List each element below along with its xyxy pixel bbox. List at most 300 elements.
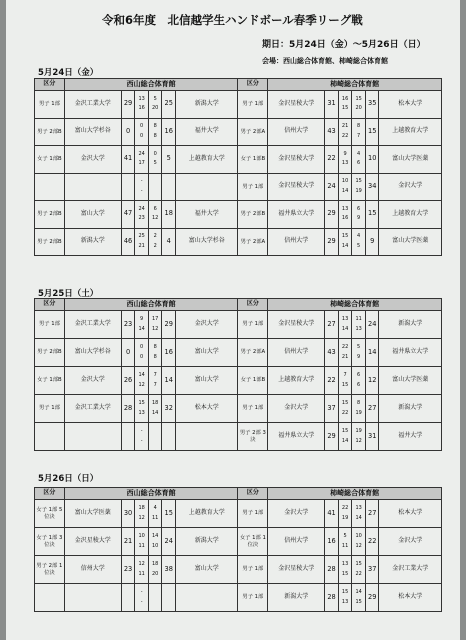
division-cell: 男子 2部B: [35, 228, 65, 256]
half-score: 12: [152, 215, 159, 222]
half-score: 19: [341, 514, 349, 521]
half-score: 17: [152, 316, 159, 322]
half-score: 22: [355, 570, 362, 577]
team-a: 富山大学杉谷: [64, 118, 121, 146]
total-score-a: 29: [325, 201, 339, 229]
half-score: 5: [153, 160, 157, 167]
half-score-cell: [352, 528, 366, 556]
half-score: 14: [138, 325, 145, 332]
division-cell: 男子 2部B: [35, 201, 65, 229]
division-cell: 女子 1部B: [35, 146, 65, 174]
division-cell: 男子 2部A: [238, 228, 268, 256]
total-score-b: 10: [365, 146, 379, 174]
half-score-cell: [352, 556, 366, 584]
half-score-cell: [352, 173, 366, 201]
half-score-cell: [148, 173, 162, 201]
half-score: 18: [152, 400, 159, 406]
team-a: 金沢大学: [268, 500, 325, 528]
total-score-a: 27: [325, 311, 339, 339]
team-a: 信州大学: [268, 118, 325, 146]
half-score-cell: [148, 367, 162, 395]
half-score: 0: [140, 123, 144, 130]
half-score: 5: [357, 242, 361, 249]
half-score-cell: [148, 118, 162, 146]
half-score: 0: [140, 344, 144, 350]
half-score: 20: [152, 105, 159, 112]
half-score-cell: [352, 395, 366, 423]
match-row: [35, 556, 442, 584]
half-score-cell: [148, 556, 162, 584]
half-score: 11: [152, 514, 159, 521]
division-cell: 男子 2部B: [35, 339, 65, 367]
total-score-a: 28: [325, 556, 339, 584]
team-b: 富山大学医薬: [379, 367, 442, 395]
half-score-cell: [338, 395, 352, 423]
team-a: 富山大学: [64, 201, 121, 229]
half-score-cell: [135, 528, 149, 556]
total-score-b: 27: [365, 395, 379, 423]
half-score-cell: [135, 201, 149, 229]
half-score: 13: [341, 561, 349, 567]
half-score: 25: [138, 233, 145, 240]
half-score: 16: [341, 95, 349, 102]
division-header: 区分: [238, 79, 268, 91]
half-score: 24: [138, 150, 145, 157]
half-score: 14: [355, 514, 362, 521]
division-cell: 男子 1部: [238, 556, 268, 584]
total-score-b: 37: [365, 556, 379, 584]
half-score: 24: [138, 205, 145, 212]
team-a: [64, 584, 121, 612]
division-cell: 女子 1部 1位決: [238, 528, 268, 556]
half-score: 11: [355, 316, 362, 322]
half-score: 6: [357, 372, 361, 378]
half-score-cell: [148, 201, 162, 229]
half-score: -: [140, 187, 143, 194]
half-score-cell: [148, 311, 162, 339]
half-score: 5: [153, 95, 157, 102]
match-row: [35, 91, 442, 119]
total-score-b: 34: [365, 173, 379, 201]
half-score: 8: [153, 132, 157, 139]
half-score-cell: [148, 146, 162, 174]
half-score-cell: [148, 395, 162, 423]
half-score: 15: [341, 589, 349, 595]
total-score-b: 31: [365, 423, 379, 451]
total-score-b: 14: [365, 339, 379, 367]
division-cell: 男子 2部A: [238, 118, 268, 146]
half-score: 10: [355, 533, 362, 539]
half-score-cell: [352, 311, 366, 339]
team-a: 新潟大学: [64, 228, 121, 256]
half-score-cell: [338, 311, 352, 339]
total-score-a: 28: [325, 584, 339, 612]
half-score-cell: [148, 584, 162, 612]
total-score-a: 26: [121, 367, 135, 395]
half-score-cell: [135, 423, 149, 451]
half-score-cell: [135, 395, 149, 423]
division-cell: 男子 1部: [238, 173, 268, 201]
total-score-b: 15: [365, 201, 379, 229]
division-cell: [35, 173, 65, 201]
division-cell: 女子 1部 5位決: [35, 500, 65, 528]
team-b: 富山大学: [176, 339, 238, 367]
half-score: 8: [357, 123, 361, 130]
half-score-cell: [148, 500, 162, 528]
half-score-cell: [135, 367, 149, 395]
match-row: [35, 311, 442, 339]
half-score: 22: [341, 409, 349, 416]
match-row: [35, 423, 442, 451]
total-score-a: [121, 584, 135, 612]
half-score-cell: [135, 500, 149, 528]
division-cell: 男子 1部: [238, 500, 268, 528]
team-a: 金沢大学: [64, 146, 121, 174]
total-score-a: 23: [121, 311, 135, 339]
page-title: 令和6年度 北信越学生ハンドボール春季リーグ戦: [102, 13, 363, 27]
half-score: 0: [140, 353, 144, 360]
half-score: 0: [140, 132, 144, 139]
match-row: [35, 367, 442, 395]
team-a: 金沢星稜大学: [268, 146, 325, 174]
total-score-a: 0: [121, 118, 135, 146]
division-cell: 女子 1部B: [35, 367, 65, 395]
half-score: 9: [140, 316, 144, 322]
division-cell: 男子 1部: [238, 584, 268, 612]
total-score-a: 29: [325, 228, 339, 256]
day-schedule-table: [34, 487, 442, 612]
team-a: 新潟大学: [268, 584, 325, 612]
team-b: 松本大学: [176, 395, 238, 423]
division-cell: 男子 2部A: [238, 339, 268, 367]
match-row: [35, 173, 442, 201]
half-score: 13: [355, 325, 362, 332]
total-score-b: 14: [162, 367, 176, 395]
team-a: 福井県立大学: [268, 423, 325, 451]
match-row: [35, 201, 442, 229]
half-score: 13: [341, 205, 349, 212]
half-score: 8: [153, 353, 157, 360]
team-a: 信州大学: [268, 528, 325, 556]
division-cell: 男子 1部: [35, 91, 65, 119]
half-score: 15: [341, 400, 349, 406]
half-score: 14: [341, 187, 349, 194]
half-score: 18: [138, 505, 145, 511]
team-a: [64, 173, 121, 201]
half-score-cell: [338, 500, 352, 528]
half-score: 5: [357, 344, 361, 350]
half-score: 15: [341, 381, 349, 388]
team-b: 金沢大学: [379, 528, 442, 556]
day-date: 5月24日（金）: [38, 68, 99, 78]
division-header: 区分: [238, 299, 268, 311]
total-score-a: 16: [325, 528, 339, 556]
total-score-a: 37: [325, 395, 339, 423]
total-score-a: 43: [325, 118, 339, 146]
half-score: 13: [341, 598, 349, 605]
half-score: 13: [138, 409, 145, 416]
team-b: 松本大学: [379, 91, 442, 119]
half-score: 13: [355, 505, 362, 511]
team-a: 金沢工業大学: [64, 395, 121, 423]
team-b: 福井大学: [176, 201, 238, 229]
half-score: -: [140, 178, 143, 185]
team-a: 金沢星稜大学: [64, 528, 121, 556]
division-cell: 男子 2部B: [238, 201, 268, 229]
team-b: 富山大学: [176, 367, 238, 395]
division-header: 区分: [35, 299, 65, 311]
half-score: 21: [341, 353, 349, 360]
half-score: 21: [341, 123, 349, 130]
half-score: 14: [341, 242, 349, 249]
half-score: 6: [357, 205, 361, 212]
total-score-b: 5: [162, 146, 176, 174]
half-score-cell: [135, 91, 149, 119]
division-header: 区分: [35, 79, 65, 91]
team-b: [176, 584, 238, 612]
half-score-cell: [135, 146, 149, 174]
half-score: 13: [138, 95, 145, 102]
half-score: 7: [153, 381, 157, 388]
total-score-b: 4: [162, 228, 176, 256]
half-score-cell: [338, 91, 352, 119]
venue-header-right: 柿崎総合体育館: [268, 488, 442, 500]
team-a: 金沢大学: [268, 395, 325, 423]
half-score: 11: [138, 570, 145, 577]
half-score-cell: [338, 339, 352, 367]
team-a: 金沢工業大学: [64, 311, 121, 339]
half-score-cell: [338, 584, 352, 612]
division-cell: 男子 2部B: [35, 118, 65, 146]
schedule-sheet: [6, 0, 460, 640]
team-a: 金沢星稜大学: [268, 311, 325, 339]
total-score-a: [121, 173, 135, 201]
division-header: 区分: [35, 488, 65, 500]
total-score-b: 25: [162, 91, 176, 119]
total-score-b: 24: [365, 311, 379, 339]
division-cell: 男子 1部: [238, 395, 268, 423]
half-score-cell: [338, 146, 352, 174]
half-score: 12: [355, 542, 362, 549]
half-score: 14: [152, 533, 159, 539]
total-score-a: 28: [121, 395, 135, 423]
half-score: 9: [357, 353, 361, 360]
division-cell: 男子 1部: [238, 91, 268, 119]
half-score-cell: [338, 556, 352, 584]
team-a: 信州大学: [268, 228, 325, 256]
half-score-cell: [352, 367, 366, 395]
half-score-cell: [135, 173, 149, 201]
team-b: 上越教育大学: [379, 118, 442, 146]
day-schedule-table: [34, 78, 442, 256]
team-b: 上越教育大学: [379, 201, 442, 229]
division-cell: 男子 2部 3決: [238, 423, 268, 451]
division-header: 区分: [238, 488, 268, 500]
half-score-cell: [148, 423, 162, 451]
division-cell: 女子 1部B: [238, 367, 268, 395]
team-a: 信州大学: [64, 556, 121, 584]
team-a: 富山大学医薬: [64, 500, 121, 528]
team-a: [64, 423, 121, 451]
half-score-cell: [135, 311, 149, 339]
team-b: 新潟大学: [176, 91, 238, 119]
total-score-a: 23: [121, 556, 135, 584]
half-score: 21: [138, 242, 145, 249]
total-score-b: 15: [365, 118, 379, 146]
half-score-cell: [135, 339, 149, 367]
half-score: 15: [138, 400, 145, 406]
team-b: [176, 173, 238, 201]
half-score: 14: [152, 409, 159, 416]
total-score-a: 30: [121, 500, 135, 528]
half-score: -: [140, 428, 143, 434]
half-score: 6: [357, 160, 361, 167]
half-score: 4: [357, 233, 361, 240]
total-score-a: 22: [325, 146, 339, 174]
match-row: [35, 118, 442, 146]
division-cell: 男子 1部: [35, 311, 65, 339]
venue-header-right: 柿崎総合体育館: [268, 79, 442, 91]
team-b: 新潟大学: [379, 311, 442, 339]
total-score-b: 12: [365, 367, 379, 395]
half-score-cell: [352, 201, 366, 229]
total-score-a: 0: [121, 339, 135, 367]
half-score-cell: [338, 118, 352, 146]
team-b: 富山大学医薬: [379, 228, 442, 256]
team-b: 上越教育大学: [176, 146, 238, 174]
event-venues: 会場：西山総合体育館、柿崎総合体育館: [262, 57, 388, 65]
team-a: 上越教育大学: [268, 367, 325, 395]
half-score-cell: [352, 500, 366, 528]
half-score-cell: [148, 91, 162, 119]
total-score-b: 16: [162, 339, 176, 367]
half-score: 7: [357, 132, 361, 139]
half-score-cell: [352, 423, 366, 451]
half-score: 13: [341, 316, 349, 322]
half-score: 13: [341, 160, 349, 167]
half-score-cell: [338, 423, 352, 451]
half-score: 15: [355, 178, 362, 185]
event-period: 期日：5月24日（金）～5月26日（日）: [262, 40, 426, 50]
half-score: 16: [341, 215, 349, 222]
division-cell: [35, 423, 65, 451]
total-score-a: 21: [121, 528, 135, 556]
half-score: 19: [355, 409, 362, 416]
venue-header-left: 西山総合体育館: [64, 79, 238, 91]
half-score: 15: [341, 105, 349, 112]
day-date: 5月26日（日）: [38, 474, 99, 484]
half-score: 2: [153, 242, 157, 249]
team-a: 金沢星稜大学: [268, 556, 325, 584]
half-score: 22: [341, 344, 349, 350]
half-score: 15: [341, 428, 349, 434]
total-score-b: [162, 423, 176, 451]
half-score: 7: [153, 372, 157, 378]
half-score: 14: [341, 325, 349, 332]
half-score-cell: [338, 367, 352, 395]
total-score-b: 15: [162, 500, 176, 528]
half-score: 22: [341, 505, 349, 511]
half-score-cell: [338, 201, 352, 229]
total-score-a: 29: [325, 423, 339, 451]
total-score-b: 35: [365, 91, 379, 119]
half-score: 2: [153, 233, 157, 240]
team-b: [176, 423, 238, 451]
half-score: 6: [153, 205, 157, 212]
total-score-b: 18: [162, 201, 176, 229]
half-score-cell: [135, 118, 149, 146]
team-b: 金沢大学: [379, 173, 442, 201]
team-a: 金沢星稜大学: [268, 91, 325, 119]
total-score-a: 31: [325, 91, 339, 119]
match-row: [35, 528, 442, 556]
total-score-b: [162, 584, 176, 612]
match-row: [35, 228, 442, 256]
team-a: 富山大学杉谷: [64, 339, 121, 367]
half-score-cell: [352, 339, 366, 367]
match-row: [35, 500, 442, 528]
half-score: 8: [357, 400, 361, 406]
total-score-a: 47: [121, 201, 135, 229]
half-score: 15: [341, 233, 349, 240]
half-score-cell: [135, 556, 149, 584]
team-b: 松本大学: [379, 584, 442, 612]
total-score-b: 32: [162, 395, 176, 423]
half-score: -: [140, 589, 143, 595]
total-score-a: 43: [325, 339, 339, 367]
half-score: 12: [355, 437, 362, 444]
team-b: 上越教育大学: [176, 500, 238, 528]
half-score-cell: [352, 228, 366, 256]
total-score-a: 46: [121, 228, 135, 256]
team-a: 金沢工業大学: [64, 91, 121, 119]
team-a: 信州大学: [268, 339, 325, 367]
half-score-cell: [352, 584, 366, 612]
half-score: 17: [138, 160, 145, 167]
half-score: 8: [153, 123, 157, 130]
half-score: 10: [152, 542, 159, 549]
half-score: 9: [357, 215, 361, 222]
half-score-cell: [352, 146, 366, 174]
half-score: 15: [355, 598, 362, 605]
half-score: 15: [355, 95, 362, 102]
team-b: 金沢大学: [176, 311, 238, 339]
total-score-b: 29: [162, 311, 176, 339]
division-cell: 男子 1部: [238, 311, 268, 339]
half-score: 18: [152, 561, 159, 567]
total-score-b: 22: [365, 528, 379, 556]
half-score: -: [140, 437, 143, 444]
half-score: 14: [355, 589, 362, 595]
half-score-cell: [135, 228, 149, 256]
half-score: 12: [138, 561, 145, 567]
half-score-cell: [352, 91, 366, 119]
team-a: 金沢大学: [64, 367, 121, 395]
team-b: 福井大学: [176, 118, 238, 146]
half-score: 19: [355, 428, 362, 434]
total-score-a: 29: [121, 91, 135, 119]
team-b: 福井大学: [379, 423, 442, 451]
half-score: 5: [343, 533, 347, 539]
half-score: 12: [138, 381, 145, 388]
half-score-cell: [338, 528, 352, 556]
half-score: 15: [341, 570, 349, 577]
team-b: 新潟大学: [379, 395, 442, 423]
half-score: 9: [343, 150, 347, 157]
match-row: [35, 584, 442, 612]
half-score: 11: [138, 542, 145, 549]
total-score-a: 24: [325, 173, 339, 201]
